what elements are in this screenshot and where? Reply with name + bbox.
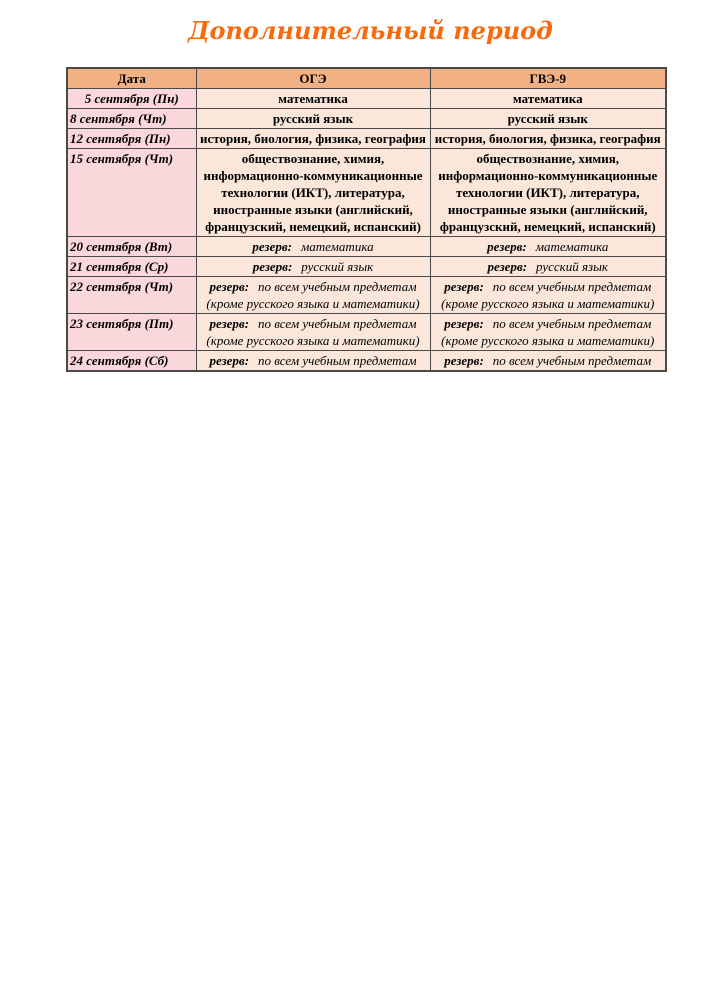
- date-cell: 12 сентября (Пн): [67, 129, 196, 149]
- table-row: [67, 129, 666, 149]
- reserve-label: резерв:: [444, 316, 484, 331]
- page-title: Дополнительный период: [188, 16, 553, 45]
- reserve-subject-text: по всем учебным предметам (кроме русского языка и математики): [441, 279, 655, 311]
- date-cell: 5 сентября (Пн): [67, 89, 196, 109]
- reserve-label: резерв:: [209, 353, 250, 368]
- header-cell-gve9: ГВЭ-9: [430, 68, 666, 89]
- header-row: [67, 68, 666, 89]
- date-cell: 24 сентября (Сб): [67, 351, 196, 372]
- table-row: [67, 314, 666, 351]
- table-row: [67, 149, 666, 237]
- date-cell: 20 сентября (Вт): [67, 237, 196, 257]
- reserve-subject-text: русский язык: [301, 259, 374, 274]
- reserve-subject-text: математика: [535, 239, 609, 254]
- table-row: [67, 237, 666, 257]
- reserve-subject-text: по всем учебным предметам (кроме русского языка и математики): [206, 316, 420, 348]
- header-cell-oge: ОГЭ: [196, 68, 430, 89]
- gve9-cell: [430, 257, 666, 277]
- gve9-cell: математика: [430, 89, 666, 109]
- oge-cell: история, биология, физика, география: [196, 129, 430, 149]
- header-cell-date: Дата: [67, 68, 196, 89]
- oge-cell: [196, 237, 430, 257]
- table-row: [67, 257, 666, 277]
- gve9-cell: [430, 351, 666, 372]
- date-cell: 21 сентября (Ср): [67, 257, 196, 277]
- table-row: [67, 277, 666, 314]
- date-cell: 8 сентября (Чт): [67, 109, 196, 129]
- table-row: [67, 89, 666, 109]
- oge-cell: [196, 351, 430, 372]
- oge-cell: [196, 277, 430, 314]
- reserve-label: резерв:: [252, 259, 293, 274]
- reserve-label: резерв:: [209, 279, 250, 294]
- table-row: [67, 109, 666, 129]
- gve9-cell: обществознание, химия, информационно-коммуникационные технологии (ИКТ), литература, иностранные языки (английский, французский, немецкий, испанский): [430, 149, 666, 237]
- reserve-subject-text: по всем учебным предметам (кроме русского языка и математики): [206, 279, 420, 311]
- reserve-label: резерв:: [444, 353, 484, 368]
- oge-cell: математика: [196, 89, 430, 109]
- reserve-label: резерв:: [252, 239, 292, 254]
- reserve-subject-text: русский язык: [536, 259, 609, 274]
- date-cell: 23 сентября (Пт): [67, 314, 196, 351]
- oge-cell: [196, 314, 430, 351]
- reserve-subject-text: по всем учебным предметам: [258, 353, 417, 368]
- reserve-label: резерв:: [444, 279, 484, 294]
- date-cell: 15 сентября (Чт): [67, 149, 196, 237]
- gve9-cell: русский язык: [430, 109, 666, 129]
- oge-cell: [196, 257, 430, 277]
- gve9-cell: [430, 277, 666, 314]
- table-header: [67, 68, 666, 89]
- date-cell: 22 сентября (Чт): [67, 277, 196, 314]
- oge-cell: русский язык: [196, 109, 430, 129]
- gve9-cell: [430, 314, 666, 351]
- oge-cell: обществознание, химия, информационно-коммуникационные технологии (ИКТ), литература, иностранные языки (английский, французский, немецкий, испанский): [196, 149, 430, 237]
- reserve-subject-text: по всем учебным предметам: [492, 353, 652, 368]
- gve9-cell: [430, 237, 666, 257]
- reserve-subject-text: по всем учебным предметам (кроме русского языка и математики): [441, 316, 655, 348]
- reserve-label: резерв:: [209, 316, 250, 331]
- schedule-table-body: [67, 89, 666, 372]
- reserve-label: резерв:: [487, 259, 528, 274]
- exam-schedule-table: [66, 67, 667, 372]
- reserve-label: резерв:: [487, 239, 527, 254]
- gve9-cell: история, биология, физика, география: [430, 129, 666, 149]
- table-row: [67, 351, 666, 372]
- reserve-subject-text: математика: [301, 239, 374, 254]
